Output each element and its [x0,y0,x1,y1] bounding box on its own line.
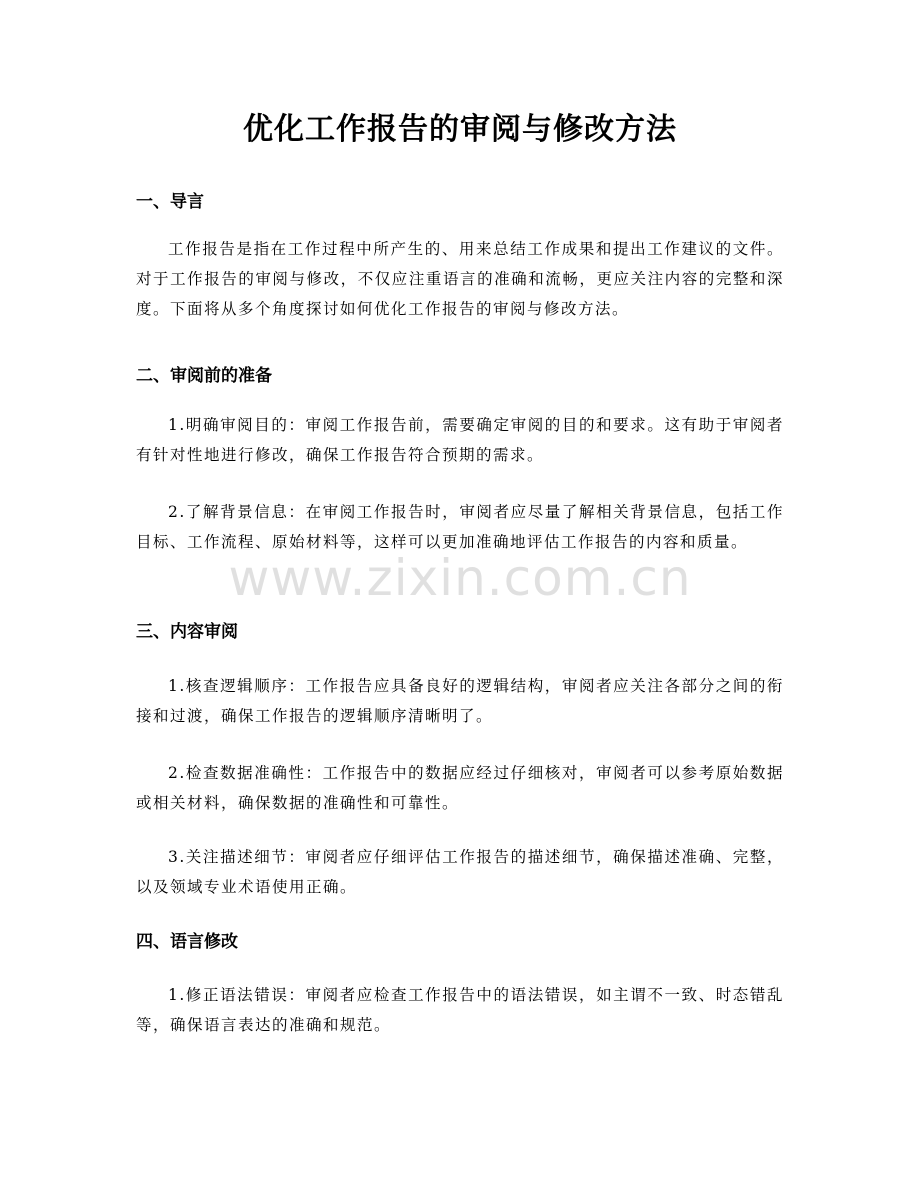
paragraph-content-review-2: 2.检查数据准确性：工作报告中的数据应经过仔细核对，审阅者可以参考原始数据或相关材料，确保数据的准确性和可靠性。 [136,764,784,812]
section-heading-content-review: 三、内容审阅 [136,622,238,642]
paragraph-content-review-1: 1.核查逻辑顺序：工作报告应具备良好的逻辑结构，审阅者应关注各部分之间的衔接和过渡，确保工作报告的逻辑顺序清晰明了。 [136,677,784,725]
paragraph-introduction: 工作报告是指在工作过程中所产生的、用来总结工作成果和提出工作建议的文件。对于工作报告的审阅与修改，不仅应注重语言的准确和流畅，更应关注内容的完整和深度。下面将从多个角度探讨如何优化工作报告的审阅与修改方法。 [136,240,784,318]
section-heading-introduction: 一、导言 [136,192,204,212]
paragraph-preparation-2: 2.了解背景信息：在审阅工作报告时，审阅者应尽量了解相关背景信息，包括工作目标、工作流程、原始材料等，这样可以更加准确地评估工作报告的内容和质量。 [136,503,784,551]
watermark-text: www.zixin.com.cn [228,549,692,607]
paragraph-language-revision-1: 1.修正语法错误：审阅者应检查工作报告中的语法错误，如主谓不一致、时态错乱等，确保语言表达的准确和规范。 [136,986,784,1034]
section-heading-language-revision: 四、语言修改 [136,932,238,952]
document-title: 优化工作报告的审阅与修改方法 [243,112,677,147]
section-heading-preparation: 二、审阅前的准备 [136,366,272,386]
paragraph-preparation-1: 1.明确审阅目的：审阅工作报告前，需要确定审阅的目的和要求。这有助于审阅者有针对性地进行修改，确保工作报告符合预期的需求。 [136,416,784,464]
paragraph-content-review-3: 3.关注描述细节：审阅者应仔细评估工作报告的描述细节，确保描述准确、完整，以及领域专业术语使用正确。 [136,848,784,896]
